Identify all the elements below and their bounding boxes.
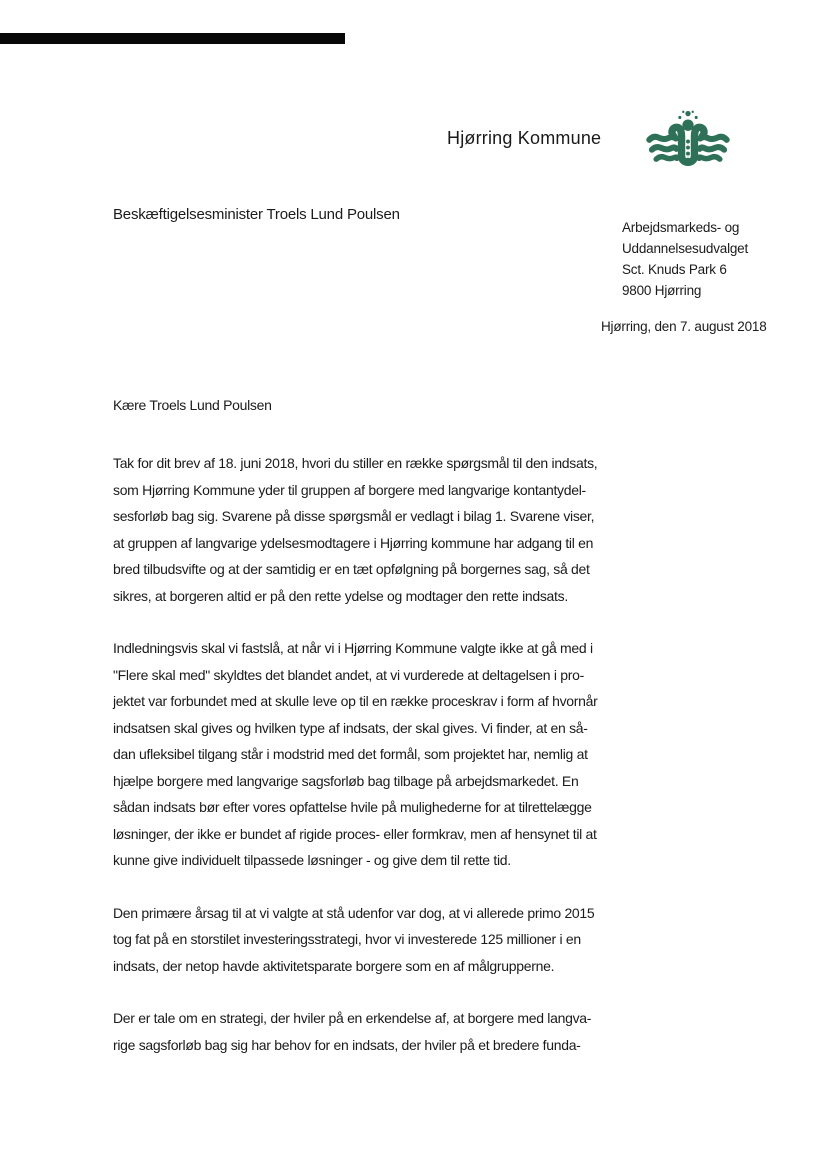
letterhead-org-name: Hjørring Kommune (447, 128, 602, 148)
body-line: at gruppen af langvarige ydelsesmodtagere i Hjørring kommune har adgang til en (113, 534, 594, 551)
hjoerring-coat-of-arms-icon (645, 108, 731, 194)
recipient-line: Beskæftigelsesminister Troels Lund Poulsen (113, 206, 400, 223)
body-line: sesforløb bag sig. Svarene på disse spørgsmål er vedlagt i bilag 1. Svarene viser, (113, 508, 595, 524)
body-line: jektet var forbundet med at skulle leve op til en række proceskrav i form af hvornår (113, 693, 598, 709)
body-paragraph (113, 635, 597, 874)
body-paragraph (113, 900, 597, 980)
salutation: Kære Troels Lund Poulsen (113, 397, 272, 413)
body-line: Tak for dit brev af 18. juni 2018, hvori du stiller en række spørgsmål til den indsats, (113, 455, 598, 471)
body-line: sådan indsats bør efter vores opfattelse hvile på mulighederne for at tilrettelægge (113, 799, 592, 815)
body-line: indsatsen skal gives og hvilken type af indsats, der skal gives. Vi finder, at en så- (113, 719, 588, 736)
body-line: tog fat på en storstilet investeringsstrategi, hvor vi investerede 125 millioner i en (113, 931, 581, 947)
body-line: kunne give individuelt tilpassede løsninger - og give dem til rette tid. (113, 852, 511, 868)
sender-line: Sct. Knuds Park 6 (622, 262, 727, 277)
body-line: bred tilbudsvifte og at der samtidig er en tæt opfølgning på borgernes sag, så det (113, 561, 590, 577)
body-line: som Hjørring Kommune yder til gruppen af borgere med langvarige kontantydel- (113, 481, 586, 498)
body-line: Den primære årsag til at vi valgte at stå udenfor var dog, at vi allerede primo 2015 (113, 904, 595, 921)
body-line: Indledningsvis skal vi fastslå, at når vi i Hjørring Kommune valgte ikke at gå med i (113, 640, 593, 656)
sender-line: Arbejdsmarkeds- og (622, 220, 740, 235)
body-line: dan ufleksibel tilgang står i modstrid med det formål, som projektet har, nemlig at (113, 746, 588, 762)
body-paragraph (113, 1005, 597, 1058)
sender-address-block (622, 217, 748, 301)
letter-body (113, 450, 597, 1058)
redaction-bar (0, 33, 345, 44)
body-line: Der er tale om en strategi, der hviler på en erkendelse af, at borgere med langva- (113, 1010, 592, 1026)
body-line: rige sagsforløb bag sig har behov for en indsats, der hviler på et bredere funda- (113, 1036, 581, 1053)
body-line: sikres, at borgeren altid er på den rette ydelse og modtager den rette indsats. (113, 587, 568, 604)
date-line: Hjørring, den 7. august 2018 (601, 319, 767, 334)
body-line: "Flere skal med" skyldtes det blandet andet, at vi vurderede at deltagelsen i pro- (113, 666, 584, 683)
sender-line: 9800 Hjørring (622, 283, 702, 298)
body-line: hjælpe borgere med langvarige sagsforløb bag tilbage på arbejdsmarkedet. En (113, 772, 579, 789)
body-line: indsats, der netop havde aktivitetsparate borgere som en af målgrupperne. (113, 957, 555, 974)
sender-line: Uddannelsesudvalget (622, 241, 749, 256)
body-paragraph (113, 450, 597, 609)
body-line: løsninger, der ikke er bundet af rigide proces- eller formkrav, men af hensynet til at (113, 825, 597, 842)
